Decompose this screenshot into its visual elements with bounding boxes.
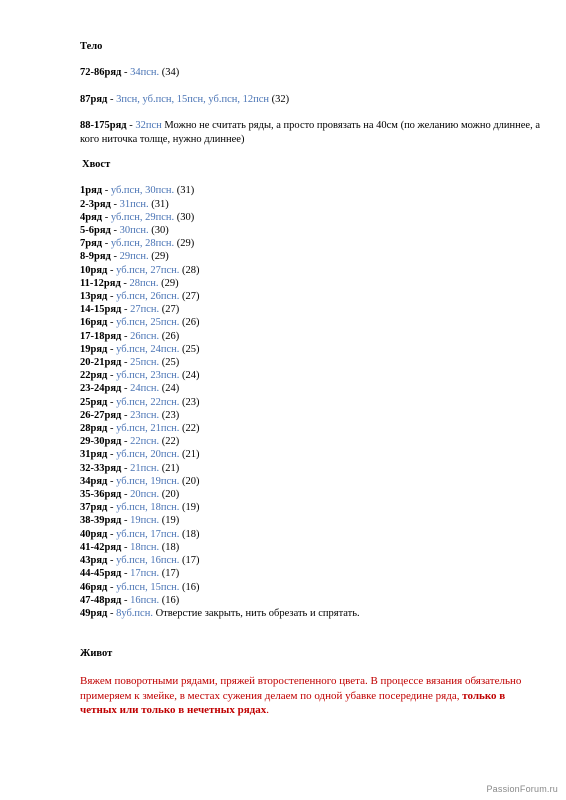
- row-count: (19): [179, 502, 200, 514]
- row-label: 5-6ряд: [80, 225, 111, 237]
- row-sep: -: [107, 317, 117, 329]
- row-label: 40ряд: [80, 528, 108, 540]
- tail-row: [80, 488, 540, 501]
- row-label: 23-24ряд: [80, 383, 122, 395]
- belly-paragraph: [80, 674, 530, 718]
- row-count: (28): [179, 264, 200, 276]
- row-label: 49ряд: [80, 607, 108, 619]
- row-sep: -: [107, 528, 117, 540]
- row-label: 43ряд: [80, 555, 108, 567]
- tail-row: [80, 396, 540, 409]
- row-label: 11-12ряд: [80, 277, 121, 289]
- tail-row: [80, 462, 540, 475]
- row-sep: -: [107, 93, 117, 105]
- tail-row: [80, 264, 540, 277]
- row-sep: -: [126, 120, 136, 132]
- tail-row: [80, 528, 540, 541]
- row-count: (20): [179, 475, 200, 487]
- row-label: 4ряд: [80, 211, 103, 223]
- tail-row: [80, 409, 540, 422]
- row-count: (25): [179, 343, 200, 355]
- row-count: (31): [148, 198, 169, 210]
- body-row: [80, 66, 540, 80]
- row-sep: -: [107, 343, 117, 355]
- row-label: 2-3ряд: [80, 198, 111, 210]
- row-count: (19): [159, 515, 180, 527]
- row-stitches: 21псн.: [130, 462, 160, 474]
- row-sep: -: [121, 67, 131, 79]
- row-stitches: 18псн.: [130, 541, 160, 553]
- row-label: 47-48ряд: [80, 594, 122, 606]
- row-count: (23): [159, 409, 180, 421]
- row-sep: -: [110, 225, 120, 237]
- belly-end: .: [266, 704, 269, 717]
- row-label: 20-21ряд: [80, 357, 122, 369]
- row-count: (17): [159, 568, 180, 580]
- row-count: (16): [159, 594, 180, 606]
- section-title-belly: Живот: [80, 648, 113, 660]
- tail-row: [80, 501, 540, 514]
- row-count: Отверстие закрыть, нить обрезать и спрятать.: [152, 607, 360, 619]
- row-count: (34): [159, 67, 180, 79]
- row-label: 31ряд: [80, 449, 108, 461]
- row-sep: -: [121, 462, 131, 474]
- row-label: 16ряд: [80, 317, 108, 329]
- row-sep: -: [121, 330, 131, 342]
- tail-row: [80, 316, 540, 329]
- row-count: (20): [159, 489, 180, 501]
- row-label: 17-18ряд: [80, 330, 122, 342]
- row-stitches: уб.псн, 28псн.: [110, 238, 175, 250]
- row-stitches: 20псн.: [130, 489, 160, 501]
- row-label: 10ряд: [80, 264, 108, 276]
- row-stitches: 24псн.: [130, 383, 160, 395]
- tail-row: [80, 475, 540, 488]
- belly-text: Вяжем поворотными рядами, пряжей второстепенного цвета. В процессе вязания обязательно примеряем к змейке, в местах сужения делаем по одной убавке посередине ряда,: [80, 675, 522, 702]
- row-sep: -: [121, 357, 131, 369]
- row-sep: -: [107, 423, 117, 435]
- row-stitches: 26псн.: [130, 330, 160, 342]
- tail-row: [80, 541, 540, 554]
- row-sep: -: [121, 409, 131, 421]
- row-label: 46ряд: [80, 581, 108, 593]
- row-label: 72-86ряд: [80, 67, 122, 79]
- row-sep: -: [121, 304, 131, 316]
- row-sep: -: [102, 185, 111, 197]
- row-stitches: 34псн.: [130, 67, 160, 79]
- row-label: 32-33ряд: [80, 462, 122, 474]
- row-sep: -: [107, 581, 117, 593]
- tail-row: [80, 581, 540, 594]
- row-sep: -: [121, 541, 131, 553]
- row-count: (18): [179, 528, 200, 540]
- tail-row: [80, 290, 540, 303]
- row-sep: -: [121, 568, 131, 580]
- row-count: Можно не считать ряды, а просто провязать на 40см (по желанию можно длиннее, а кого ниточка толще, нужно длиннее): [80, 120, 540, 145]
- row-sep: -: [110, 251, 120, 263]
- tail-row: [80, 356, 540, 369]
- row-stitches: 22псн.: [130, 436, 160, 448]
- row-stitches: уб.псн, 23псн.: [116, 370, 180, 382]
- row-stitches: 32псн: [135, 120, 162, 132]
- row-count: (29): [148, 251, 169, 263]
- row-sep: -: [107, 264, 117, 276]
- row-label: 7ряд: [80, 238, 103, 250]
- row-sep: -: [121, 383, 131, 395]
- row-stitches: уб.псн, 16псн.: [116, 555, 180, 567]
- row-label: 8-9ряд: [80, 251, 111, 263]
- tail-row: [80, 567, 540, 580]
- tail-row: [80, 303, 540, 316]
- row-stitches: уб.псн, 25псн.: [116, 317, 180, 329]
- row-stitches: уб.псн, 18псн.: [116, 502, 180, 514]
- row-count: (25): [159, 357, 180, 369]
- tail-row: [80, 343, 540, 356]
- tail-row: [80, 607, 540, 620]
- row-count: (18): [159, 541, 180, 553]
- row-label: 25ряд: [80, 396, 108, 408]
- row-count: (26): [179, 317, 200, 329]
- row-stitches: уб.псн, 19псн.: [116, 475, 180, 487]
- row-stitches: уб.псн, 17псн.: [116, 528, 180, 540]
- row-stitches: 27псн.: [130, 304, 160, 316]
- row-sep: -: [107, 502, 117, 514]
- tail-row: [80, 422, 540, 435]
- row-label: 29-30ряд: [80, 436, 122, 448]
- row-label: 87ряд: [80, 93, 108, 105]
- row-stitches: уб.псн, 20псн.: [116, 449, 180, 461]
- row-stitches: 19псн.: [130, 515, 160, 527]
- row-count: (24): [179, 370, 200, 382]
- tail-row: [80, 224, 540, 237]
- row-stitches: уб.псн, 27псн.: [116, 264, 180, 276]
- row-count: (27): [159, 304, 180, 316]
- row-label: 88-175ряд: [80, 120, 127, 132]
- row-count: (27): [179, 291, 200, 303]
- row-label: 26-27ряд: [80, 409, 122, 421]
- row-count: (30): [174, 211, 195, 223]
- tail-row: [80, 198, 540, 211]
- watermark: PassionForum.ru: [486, 784, 558, 794]
- row-label: 34ряд: [80, 475, 108, 487]
- row-count: (21): [179, 449, 200, 461]
- row-stitches: уб.псн, 30псн.: [110, 185, 175, 197]
- row-label: 38-39ряд: [80, 515, 122, 527]
- tail-row: [80, 184, 540, 197]
- row-stitches: уб.псн, 26псн.: [116, 291, 180, 303]
- row-stitches: 17псн.: [130, 568, 160, 580]
- row-stitches: уб.псн, 15псн.: [116, 581, 180, 593]
- row-sep: -: [102, 238, 111, 250]
- body-row: [80, 93, 540, 107]
- row-sep: -: [107, 449, 117, 461]
- row-label: 28ряд: [80, 423, 108, 435]
- tail-row: [80, 250, 540, 263]
- row-stitches: 28псн.: [129, 277, 159, 289]
- row-count: (32): [269, 93, 290, 105]
- row-count: (16): [179, 581, 200, 593]
- row-stitches: 31псн.: [119, 198, 149, 210]
- row-sep: -: [110, 198, 120, 210]
- row-sep: -: [120, 277, 130, 289]
- tail-row: [80, 211, 540, 224]
- row-count: (29): [158, 277, 179, 289]
- row-sep: -: [121, 515, 131, 527]
- row-stitches: уб.псн, 24псн.: [116, 343, 180, 355]
- row-sep: -: [107, 291, 117, 303]
- tail-row: [80, 382, 540, 395]
- row-count: (22): [159, 436, 180, 448]
- body-row: [80, 119, 540, 146]
- row-label: 14-15ряд: [80, 304, 122, 316]
- row-stitches: 3псн, уб.псн, 15псн, уб.псн, 12псн: [116, 93, 269, 105]
- row-label: 37ряд: [80, 502, 108, 514]
- tail-rows: [80, 184, 540, 620]
- tail-row: [80, 514, 540, 527]
- row-sep: -: [121, 489, 131, 501]
- tail-row: [80, 448, 540, 461]
- row-stitches: 23псн.: [130, 409, 160, 421]
- tail-row: [80, 237, 540, 250]
- row-label: 19ряд: [80, 343, 108, 355]
- row-sep: -: [107, 607, 117, 619]
- row-count: (23): [179, 396, 200, 408]
- row-count: (29): [174, 238, 195, 250]
- section-title-body: Тело: [80, 41, 103, 52]
- tail-row: [80, 277, 540, 290]
- tail-row: [80, 594, 540, 607]
- row-stitches: 29псн.: [119, 251, 149, 263]
- row-label: 22ряд: [80, 370, 108, 382]
- document-page: [80, 40, 540, 718]
- row-label: 13ряд: [80, 291, 108, 303]
- row-label: 35-36ряд: [80, 489, 122, 501]
- tail-row: [80, 435, 540, 448]
- belly-bold-text: только в четных или только в нечетных рядах: [80, 689, 506, 717]
- row-sep: -: [102, 211, 111, 223]
- row-count: (26): [159, 330, 180, 342]
- section-title-tail: Хвост: [82, 159, 111, 171]
- row-sep: -: [107, 555, 117, 567]
- row-count: (30): [148, 225, 169, 237]
- row-stitches: уб.псн, 29псн.: [110, 211, 175, 223]
- row-stitches: 16псн.: [130, 594, 160, 606]
- row-count: (22): [179, 423, 200, 435]
- row-stitches: уб.псн, 21псн.: [116, 423, 180, 435]
- body-rows: [80, 66, 540, 146]
- row-sep: -: [107, 475, 117, 487]
- row-count: (17): [179, 555, 200, 567]
- row-sep: -: [107, 370, 117, 382]
- row-sep: -: [121, 594, 131, 606]
- row-stitches: 30псн.: [119, 225, 149, 237]
- row-label: 41-42ряд: [80, 541, 122, 553]
- tail-row: [80, 554, 540, 567]
- row-stitches: 8уб.псн.: [116, 607, 153, 619]
- row-count: (31): [174, 185, 195, 197]
- row-label: 44-45ряд: [80, 568, 122, 580]
- row-sep: -: [121, 436, 131, 448]
- tail-row: [80, 330, 540, 343]
- row-sep: -: [107, 396, 117, 408]
- row-label: 1ряд: [80, 185, 103, 197]
- row-count: (21): [159, 462, 180, 474]
- row-stitches: 25псн.: [130, 357, 160, 369]
- row-stitches: уб.псн, 22псн.: [116, 396, 180, 408]
- row-count: (24): [159, 383, 180, 395]
- tail-row: [80, 369, 540, 382]
